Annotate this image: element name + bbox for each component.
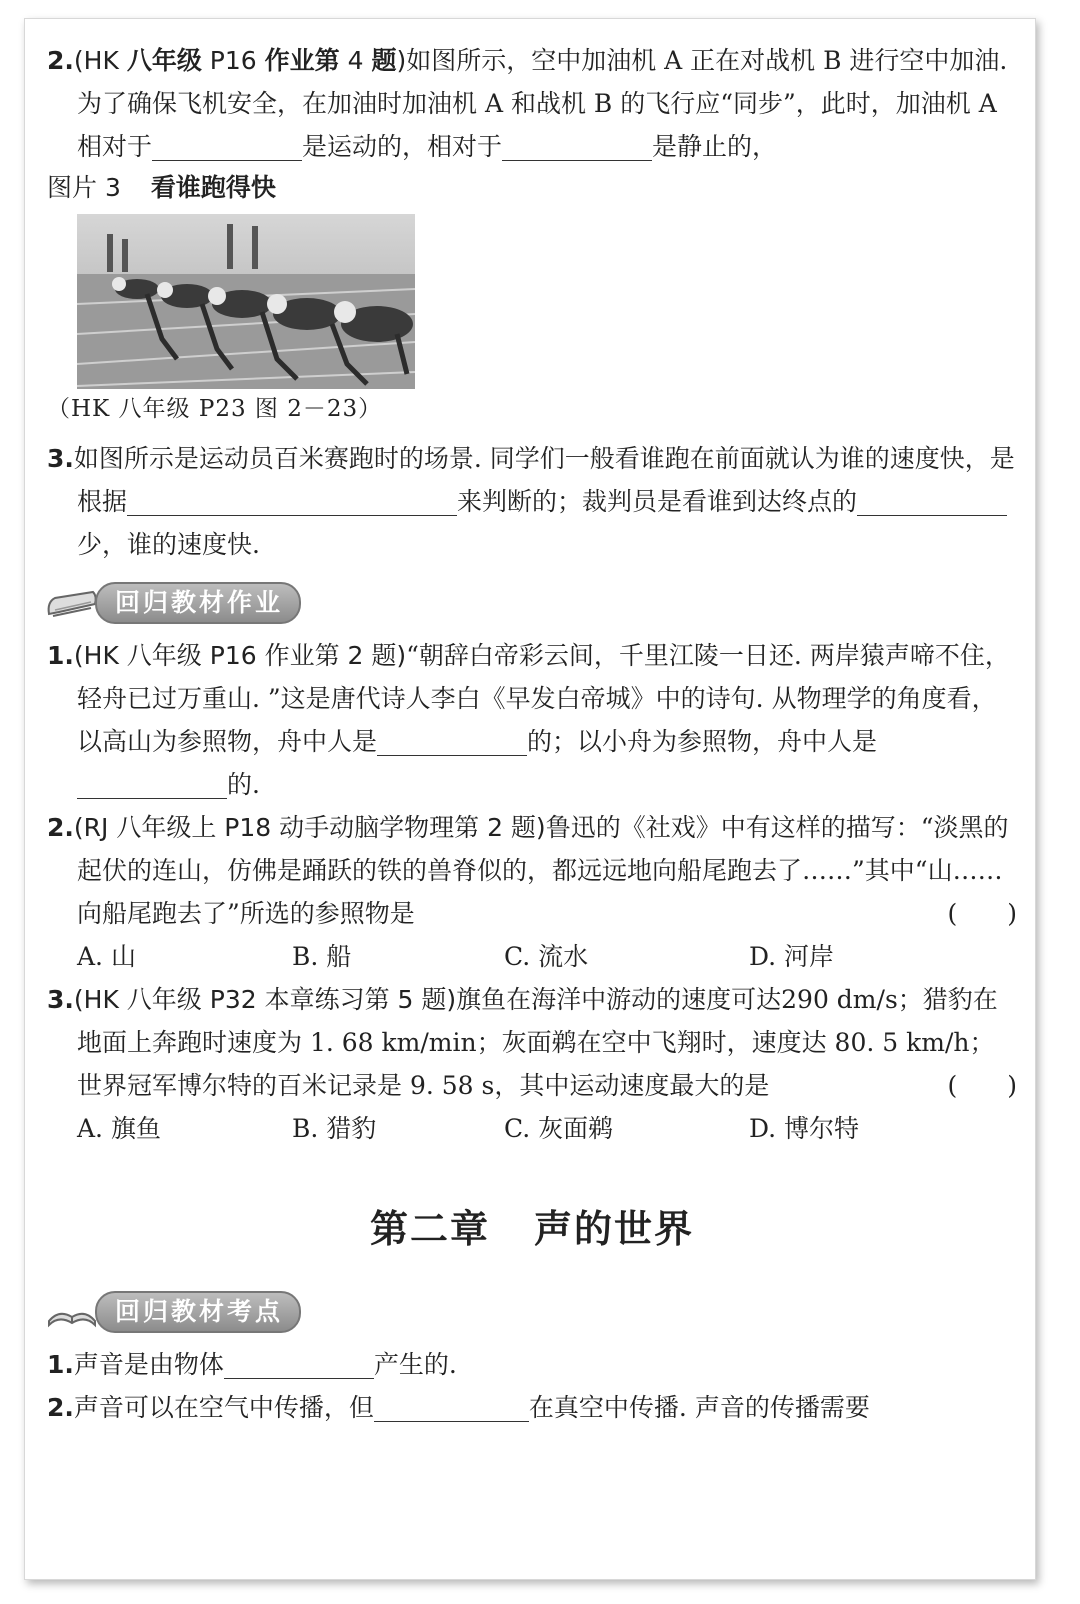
question-number: 3. (47, 985, 74, 1014)
option-a[interactable]: A. 山 (77, 942, 136, 971)
answer-blank[interactable] (374, 1393, 529, 1422)
section-header-homework (45, 580, 1017, 626)
question-text: 如图所示是运动员百米赛跑时的场景. 同学们一般看谁跑在前面就认为谁的速度快，是根据 (73, 444, 1015, 516)
question-number: 2. (47, 46, 74, 75)
answer-parentheses[interactable]: ( ) (947, 899, 1017, 928)
answer-parentheses[interactable]: ( ) (947, 1071, 1017, 1100)
homework-question-2 (47, 806, 1017, 935)
key-point-2: 2.声音可以在空气中传播，但 在真空中传播. 声音的传播需要 (47, 1393, 870, 1422)
answer-blank[interactable] (77, 770, 227, 799)
question-source: (HK 八年级 P16 作业第 2 题) (73, 641, 407, 670)
sprint-start-photo (77, 214, 415, 389)
question-source: (RJ 八年级上 P18 动手动脑学物理第 2 题) (73, 813, 546, 842)
section-header-key-points (45, 1289, 1017, 1335)
option-a[interactable]: A. 旗鱼 (77, 1114, 161, 1143)
options-row (47, 935, 1017, 978)
answer-blank[interactable] (127, 487, 457, 516)
figure-label: 图片 3 (47, 173, 121, 202)
question-2-aerial-refuel: 2.(HK 八年级 P16 作业第 4 题)如图所示，空中加油机 A 正在对战机 B 进行空中加油. 为了确保飞机安全，在加油时加油机 A 和战机 B 的飞行应“同步”，此时，加油机 A 相对于 是运动的，相对于 是静止的， (47, 46, 1008, 161)
question-3-sprint: 3.如图所示是运动员百米赛跑时的场景. 同学们一般看谁跑在前面就认为谁的速度快，是根据 来判断的；裁判员是看谁到达终点的少，谁的速度快. (47, 444, 1015, 559)
option-b[interactable]: B. 船 (292, 942, 352, 971)
figure-title: 看谁跑得快 (150, 173, 276, 202)
homework-question-3 (47, 978, 1017, 1107)
section-title: 回归教材作业 (95, 582, 301, 624)
figure-heading (47, 168, 1017, 208)
question-text: 如图所示，空中加油机 A 正在对战机 B 进行空中加油. 为了确保飞机安全，在加油时加油机 A 和战机 B 的飞行应“同步”，此时，加油机 A 相对于 (77, 46, 1008, 161)
question-source: (HK 八年级 P32 本章练习第 5 题) (73, 985, 457, 1014)
answer-blank[interactable] (377, 727, 527, 756)
key-point-1: 1.声音是由物体 产生的. (47, 1350, 457, 1379)
textbook-page (24, 18, 1036, 1580)
option-c[interactable]: C. 灰面鹈 (504, 1114, 614, 1143)
question-text: 鲁迅的《社戏》中有这样的描写：“淡黑的起伏的连山，仿佛是踊跃的铁的兽脊似的，都远远地向船尾跑去了……”其中“山……向船尾跑去了”所选的参照物是 (77, 813, 1009, 928)
answer-blank[interactable] (857, 487, 1007, 516)
question-number: 1. (47, 1350, 74, 1379)
question-text: 旗鱼在海洋中游动的速度可达290 dm/s；猎豹在地面上奔跑时速度为 1. 68 km/min；灰面鹈在空中飞翔时，速度达 80. 5 km/h；世界冠军博尔特的百米记录是 9. 58 s，其中运动速度最大的是 (77, 985, 998, 1100)
question-number: 1. (47, 641, 74, 670)
page-content (47, 39, 1017, 1429)
question-source: (HK 八年级 P16 作业第 4 题) (73, 46, 407, 75)
options-row (47, 1107, 1017, 1150)
chapter-title: 第二章 声的世界 (369, 1206, 695, 1251)
answer-blank[interactable] (152, 132, 302, 161)
option-d[interactable]: D. 博尔特 (749, 1114, 860, 1143)
section-title: 回归教材考点 (95, 1291, 301, 1333)
homework-question-1: 1.(HK 八年级 P16 作业第 2 题)“朝辞白帝彩云间，千里江陵一日还. 两岸猿声啼不住，轻舟已过万重山. ”这是唐代诗人李白《早发白帝城》中的诗句. 从物理学的角度看，以高山为参照物，舟中人是 的；以小舟为参照物，舟中人是的. (47, 641, 1010, 799)
question-number: 3. (47, 444, 74, 473)
answer-blank[interactable] (224, 1350, 374, 1379)
question-text: “朝辞白帝彩云间，千里江陵一日还. 两岸猿声啼不住，轻舟已过万重山. ”这是唐代诗人李白《早发白帝城》中的诗句. 从物理学的角度看，以高山为参照物，舟中人是 (77, 641, 1010, 756)
book-icon (45, 584, 99, 622)
option-b[interactable]: B. 猎豹 (292, 1114, 377, 1143)
figure-caption: （HK 八年级 P23 图 2－23） (47, 396, 383, 422)
question-number: 2. (47, 813, 74, 842)
option-c[interactable]: C. 流水 (504, 942, 589, 971)
option-d[interactable]: D. 河岸 (749, 942, 835, 971)
question-number: 2. (47, 1393, 74, 1422)
answer-blank[interactable] (502, 132, 652, 161)
open-book-icon (45, 1293, 99, 1331)
